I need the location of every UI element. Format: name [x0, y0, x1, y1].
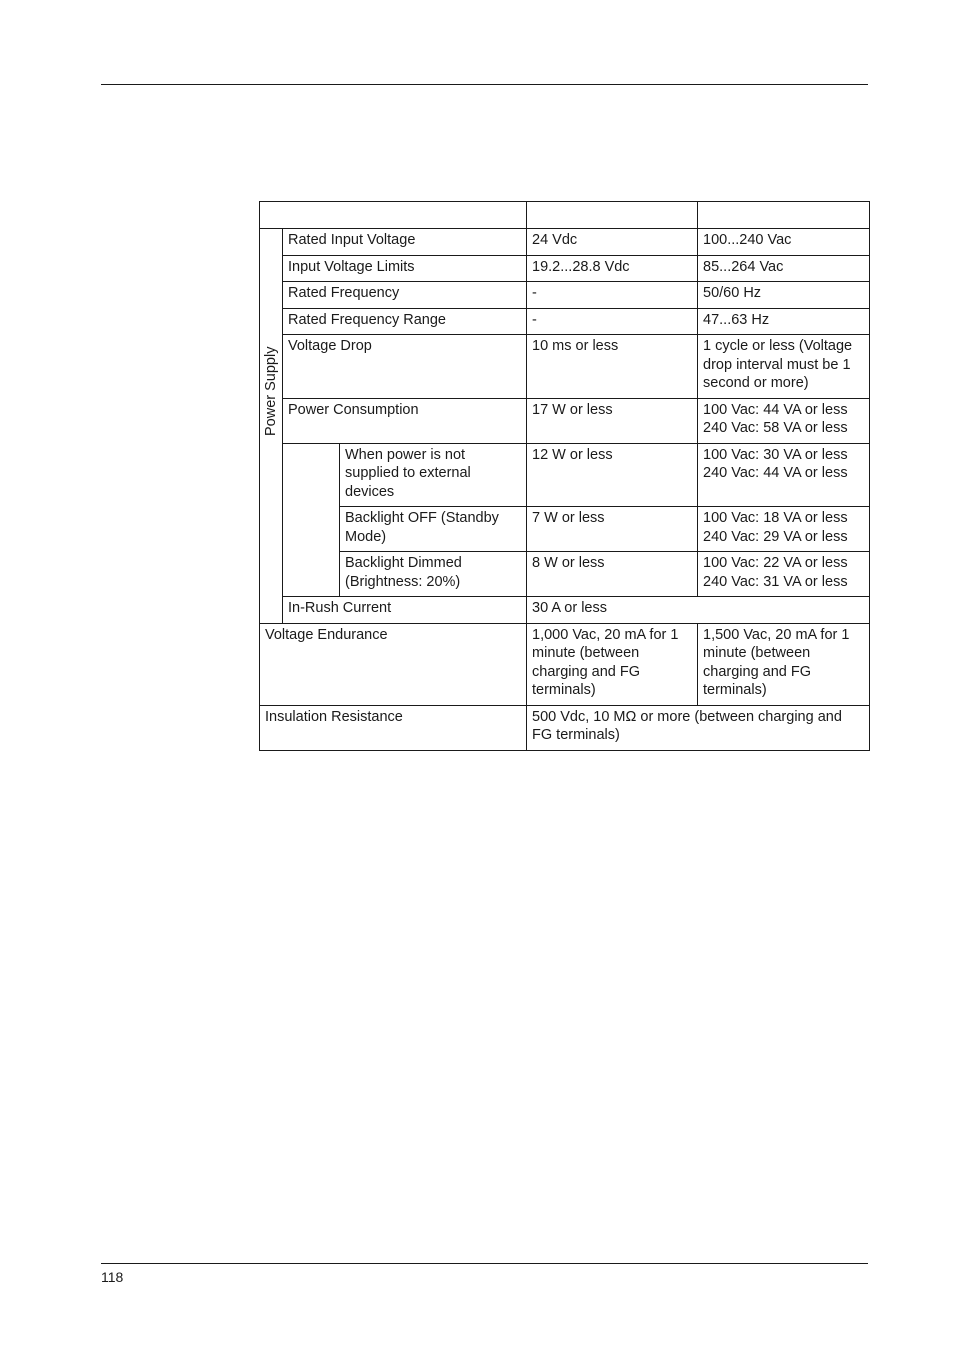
ac-line: 240 Vac: 58 VA or less — [703, 420, 848, 436]
sub-row-label: When power is not supplied to external devices — [340, 443, 527, 507]
row-dc-value: - — [527, 282, 698, 309]
table-row — [260, 282, 870, 309]
row-dc-value: 19.2...28.8 Vdc — [527, 255, 698, 282]
page-number: 118 — [101, 1269, 124, 1285]
table-row — [260, 623, 870, 705]
table-row — [260, 255, 870, 282]
table-header-row — [260, 202, 870, 229]
sub-row-dc-value: 12 W or less — [527, 443, 698, 507]
ac-line: 240 Vac: 44 VA or less — [703, 465, 848, 481]
row-dc-value: 10 ms or less — [527, 335, 698, 399]
row-label: Voltage Endurance — [260, 623, 527, 705]
sub-row-dc-value: 7 W or less — [527, 507, 698, 552]
power-supply-group-cell — [260, 229, 283, 624]
row-label: Input Voltage Limits — [283, 255, 527, 282]
table-row — [260, 308, 870, 335]
row-ac-value: 50/60 Hz — [698, 282, 870, 309]
row-label: Insulation Resistance — [260, 705, 527, 750]
header-cell-dc — [527, 202, 698, 229]
row-label: Rated Frequency — [283, 282, 527, 309]
table-sub-row — [260, 552, 870, 597]
row-dc-value: 24 Vdc — [527, 229, 698, 256]
power-supply-group-label: Power Supply — [263, 346, 279, 436]
sub-row-ac-value — [698, 507, 870, 552]
table-row — [260, 398, 870, 443]
row-value: 30 A or less — [527, 597, 870, 624]
row-dc-value: - — [527, 308, 698, 335]
row-dc-value: 17 W or less — [527, 398, 698, 443]
power-supply-spec-table — [259, 201, 870, 751]
row-ac-value: 85...264 Vac — [698, 255, 870, 282]
row-label: Rated Input Voltage — [283, 229, 527, 256]
sub-row-ac-value — [698, 443, 870, 507]
row-ac-value: 1,500 Vac, 20 mA for 1 minute (between charging and FG terminals) — [698, 623, 870, 705]
row-ac-value: 1 cycle or less (Voltage drop interval must be 1 second or more) — [698, 335, 870, 399]
table-row — [260, 229, 870, 256]
row-dc-value: 1,000 Vac, 20 mA for 1 minute (between charging and FG terminals) — [527, 623, 698, 705]
table-row — [260, 705, 870, 750]
ac-line: 100 Vac: 30 VA or less — [703, 446, 848, 463]
row-ac-value — [698, 398, 870, 443]
sub-row-indent — [283, 443, 340, 597]
sub-row-label: Backlight Dimmed (Brightness: 20%) — [340, 552, 527, 597]
table-row — [260, 597, 870, 624]
ac-line: 100 Vac: 22 VA or less — [703, 555, 848, 571]
row-label: In-Rush Current — [283, 597, 527, 624]
sub-row-label: Backlight OFF (Standby Mode) — [340, 507, 527, 552]
ac-line: 100 Vac: 44 VA or less — [703, 401, 848, 418]
footer-rule — [101, 1263, 868, 1264]
row-value: 500 Vdc, 10 MΩ or more (between charging and FG terminals) — [527, 705, 870, 750]
ac-line: 100 Vac: 18 VA or less — [703, 510, 848, 526]
table-row — [260, 335, 870, 399]
ac-line: 240 Vac: 29 VA or less — [703, 528, 848, 545]
sub-row-dc-value: 8 W or less — [527, 552, 698, 597]
row-ac-value: 100...240 Vac — [698, 229, 870, 256]
table-sub-row — [260, 507, 870, 552]
sub-row-ac-value — [698, 552, 870, 597]
row-label: Rated Frequency Range — [283, 308, 527, 335]
header-cell-item — [260, 202, 527, 229]
row-ac-value: 47...63 Hz — [698, 308, 870, 335]
table-sub-row — [260, 443, 870, 507]
row-label: Voltage Drop — [283, 335, 527, 399]
header-rule — [101, 84, 868, 85]
header-cell-ac — [698, 202, 870, 229]
ac-line: 240 Vac: 31 VA or less — [703, 573, 848, 590]
row-label: Power Consumption — [283, 398, 527, 443]
